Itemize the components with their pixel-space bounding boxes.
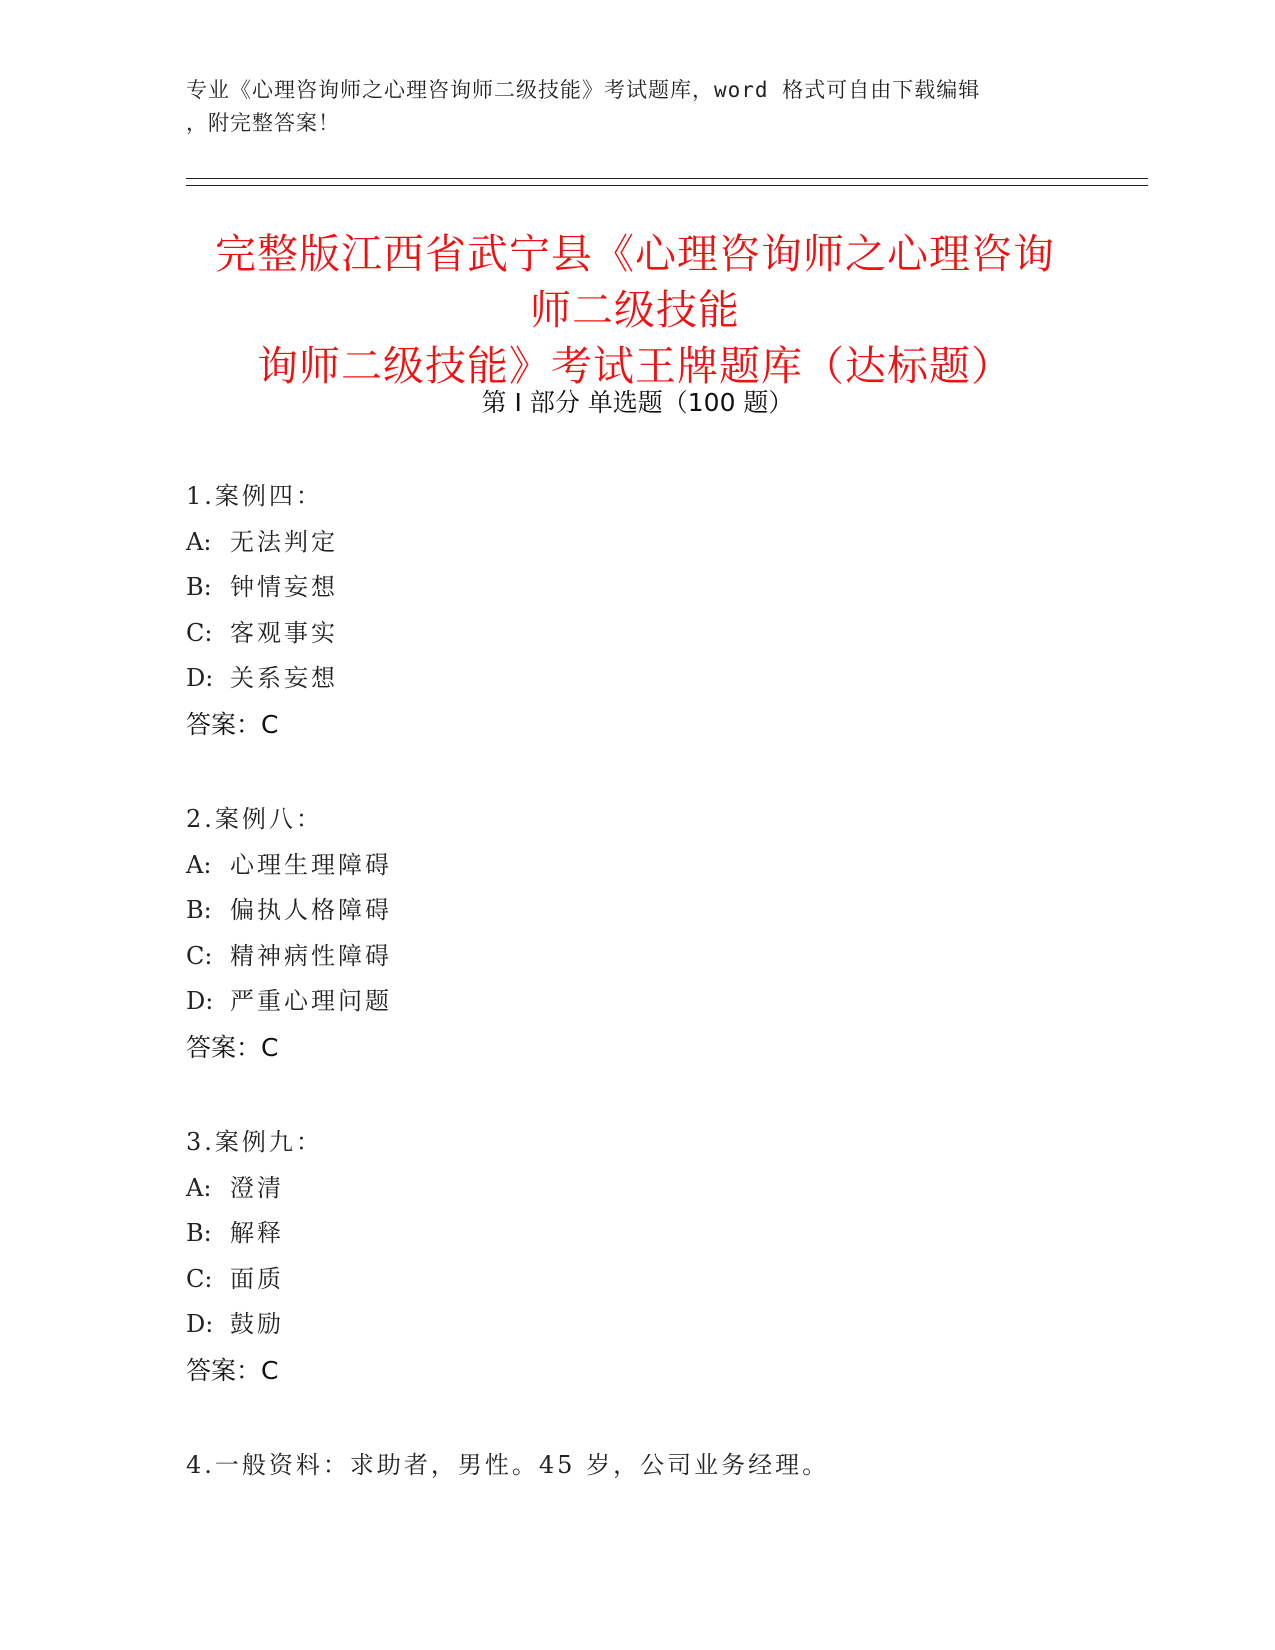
option-text: 鼓励	[230, 1310, 284, 1338]
option-text: 澄清	[230, 1173, 284, 1202]
option-key: C:	[186, 941, 213, 970]
option-text: 面质	[230, 1264, 284, 1293]
option-c	[186, 611, 1086, 657]
option-text: 偏执人格障碍	[230, 896, 392, 924]
question-stem: 1.案例四：	[186, 482, 323, 510]
question-2	[186, 797, 1086, 1070]
question-4	[186, 1443, 1086, 1489]
question-1	[186, 474, 1086, 747]
option-c	[186, 934, 1086, 980]
option-d	[186, 979, 1086, 1025]
option-text: 心理生理障碍	[230, 850, 392, 879]
header-rule-top	[186, 178, 1148, 179]
option-c	[186, 1257, 1086, 1303]
question-stem: 4.一般资料：求助者，男性。45 岁，公司业务经理。	[186, 1451, 830, 1479]
option-text: 客观事实	[230, 618, 338, 647]
option-key: C:	[186, 1264, 213, 1293]
option-b	[186, 1211, 1086, 1257]
option-key: D:	[186, 1310, 214, 1338]
option-d	[186, 656, 1086, 702]
option-key: A:	[186, 527, 212, 556]
answer: 答案：C	[186, 1032, 279, 1062]
option-key: D:	[186, 987, 214, 1015]
question-3	[186, 1120, 1086, 1393]
header-rule-bottom	[186, 185, 1148, 186]
option-d	[186, 1302, 1086, 1348]
option-a	[186, 843, 1086, 889]
option-text: 精神病性障碍	[230, 941, 392, 970]
option-a	[186, 520, 1086, 566]
option-key: D:	[186, 664, 214, 692]
option-text: 解释	[230, 1219, 284, 1247]
document-title-line-2: 询师二级技能》考试王牌题库（达标题）	[257, 342, 1013, 390]
question-stem: 2.案例八：	[186, 805, 323, 833]
option-key: B:	[186, 573, 212, 601]
header-note	[186, 74, 1086, 140]
section-heading: 第 I 部分 单选题（100 题）	[481, 388, 794, 417]
document-title-line-1: 完整版江西省武宁县《心理咨询师之心理咨询师二级技能	[215, 230, 1055, 334]
answer: 答案：C	[186, 1355, 279, 1385]
option-text: 无法判定	[230, 527, 338, 556]
option-b	[186, 888, 1086, 934]
option-text: 钟情妄想	[230, 573, 338, 601]
option-key: A:	[186, 850, 212, 879]
option-a	[186, 1166, 1086, 1212]
question-list	[186, 474, 1086, 1539]
option-b	[186, 565, 1086, 611]
answer: 答案：C	[186, 709, 279, 739]
option-key: B:	[186, 1219, 212, 1247]
option-text: 严重心理问题	[230, 987, 392, 1015]
option-key: C:	[186, 618, 213, 647]
document-title	[195, 226, 1075, 394]
option-key: A:	[186, 1173, 212, 1202]
question-stem: 3.案例九：	[186, 1128, 323, 1156]
header-note-line-2: ，附完整答案！	[186, 111, 340, 135]
option-text: 关系妄想	[230, 664, 338, 692]
option-key: B:	[186, 896, 212, 924]
header-note-line-1: 专业《心理咨询师之心理咨询师二级技能》考试题库，word 格式可自由下载编辑	[186, 78, 981, 102]
